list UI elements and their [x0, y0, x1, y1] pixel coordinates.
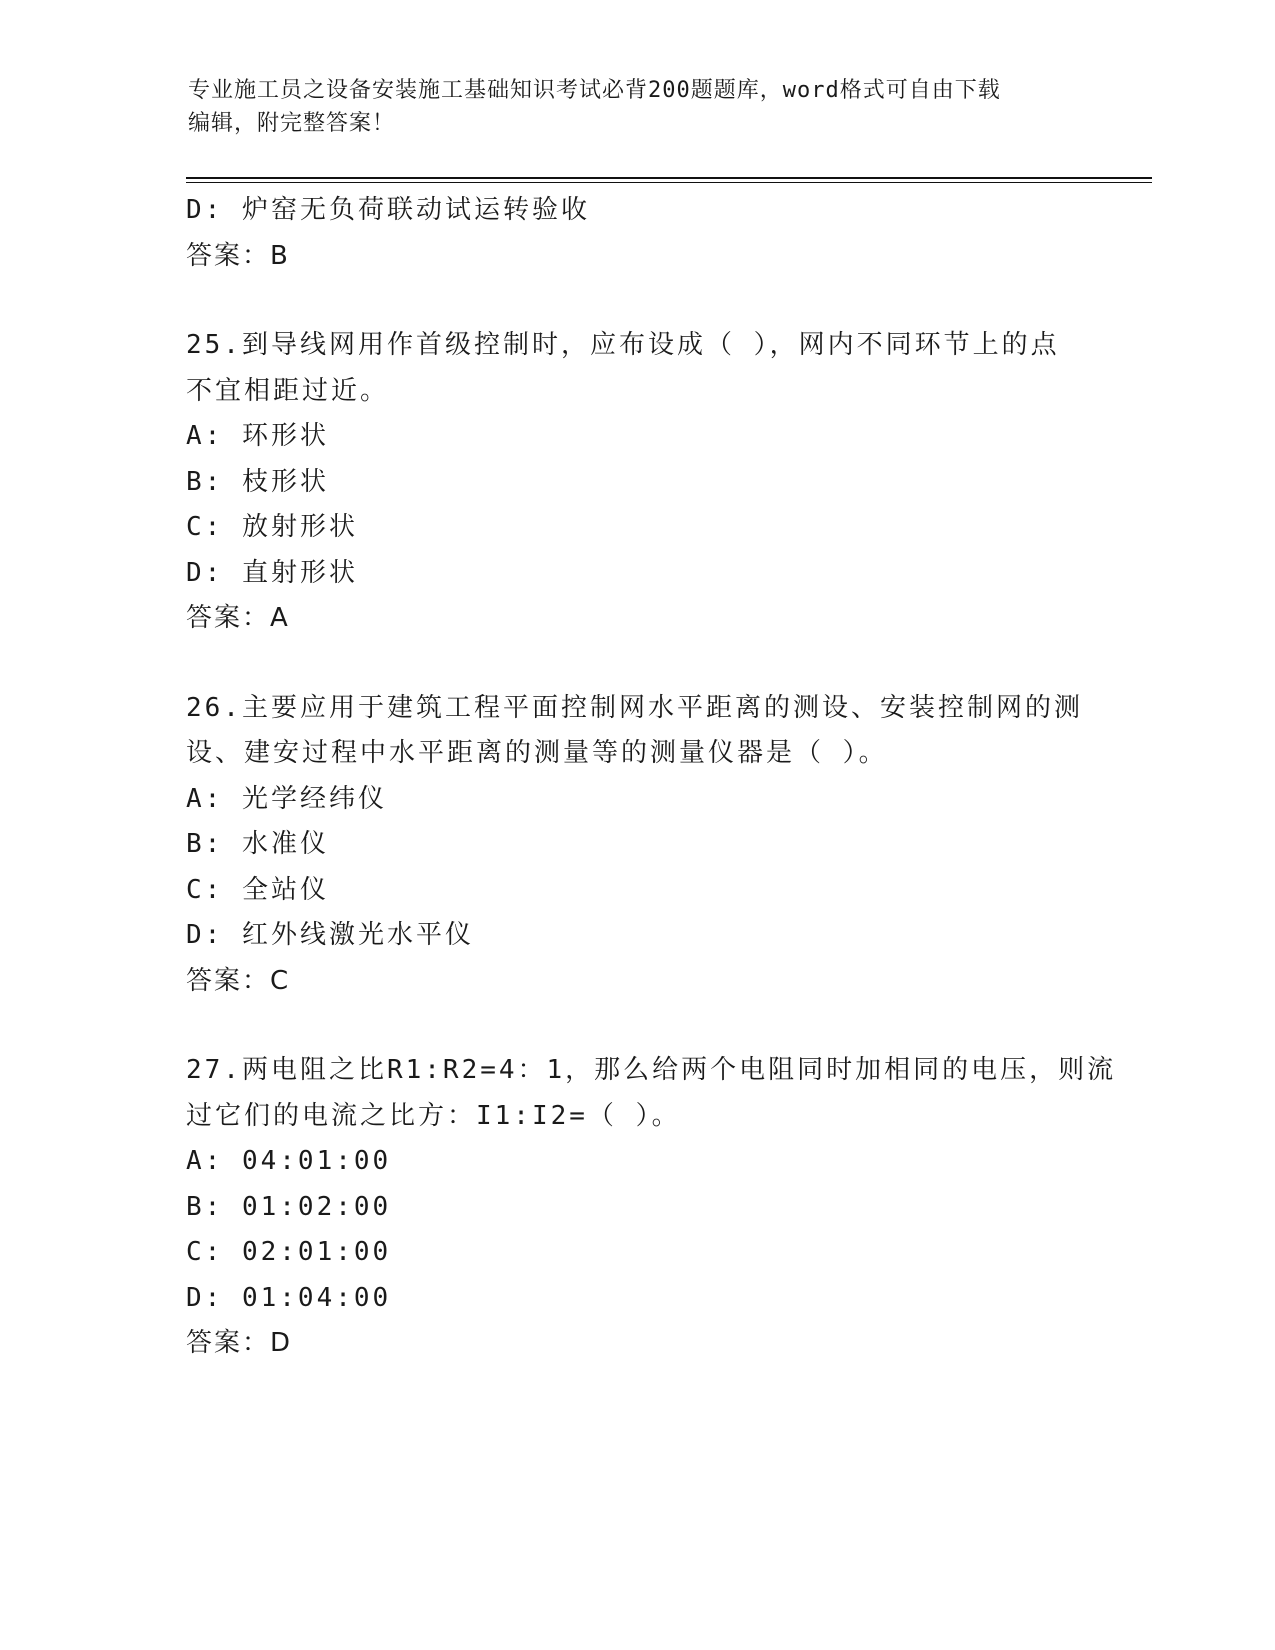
- question-stem-line-1: 26.主要应用于建筑工程平面控制网水平距离的测设、安装控制网的测: [186, 692, 1083, 723]
- option-b: B: 水准仪: [186, 829, 329, 859]
- option-d: D: 01:04:00: [186, 1282, 392, 1313]
- option-a: A: 光学经纬仪: [186, 783, 387, 814]
- answer-line: 答案：D: [186, 1328, 293, 1358]
- header-divider-thin: [186, 182, 1152, 183]
- question-25: [186, 323, 1086, 642]
- option-d: D: 直射形状: [186, 557, 358, 588]
- option-c: C: 02:01:00: [186, 1237, 392, 1267]
- header-divider-thick: [186, 177, 1152, 179]
- question-stem-line-2: 不宜相距过近。: [186, 375, 390, 406]
- question-stem-line-1: 27.两电阻之比R1:R2=4：1，那么给两个电阻同时加相同的电压，则流: [186, 1055, 1117, 1085]
- question-spacer: [186, 279, 1086, 323]
- question-spacer: [186, 1004, 1086, 1048]
- question-stem-line-1: 25.到导线网用作首级控制时，应布设成（ ），网内不同环节上的点: [186, 330, 1060, 360]
- option-b: B: 01:02:00: [186, 1191, 392, 1222]
- answer-line: 答案：C: [186, 965, 291, 996]
- option-a: A: 04:01:00: [186, 1146, 392, 1176]
- document-header: [188, 74, 1088, 140]
- question-26: [186, 686, 1086, 1005]
- question-stem-line-2: 过它们的电流之比方：I1:I2=（ ）。: [186, 1100, 681, 1131]
- question-spacer: [186, 642, 1086, 686]
- option-c: C: 全站仪: [186, 874, 329, 905]
- question-stem-line-2: 设、建安过程中水平距离的测量等的测量仪器是（ ）。: [186, 738, 888, 768]
- header-title-line-2: 编辑，附完整答案！: [188, 111, 396, 136]
- header-title-line-1: 专业施工员之设备安装施工基础知识考试必背200题题库，word格式可自由下载: [188, 78, 1001, 103]
- answer-line: 答案：A: [186, 603, 290, 633]
- option-c: C: 放射形状: [186, 512, 358, 542]
- question-27: [186, 1048, 1117, 1367]
- document-body: [186, 188, 1117, 1367]
- option-a: A: 环形状: [186, 421, 329, 451]
- option-b: B: 枝形状: [186, 466, 329, 497]
- option-d: D: 炉窑无负荷联动试运转验收: [186, 195, 590, 225]
- answer-line: 答案：B: [186, 240, 290, 271]
- question-24-tail: [186, 188, 1086, 279]
- option-d: D: 红外线激光水平仪: [186, 920, 474, 950]
